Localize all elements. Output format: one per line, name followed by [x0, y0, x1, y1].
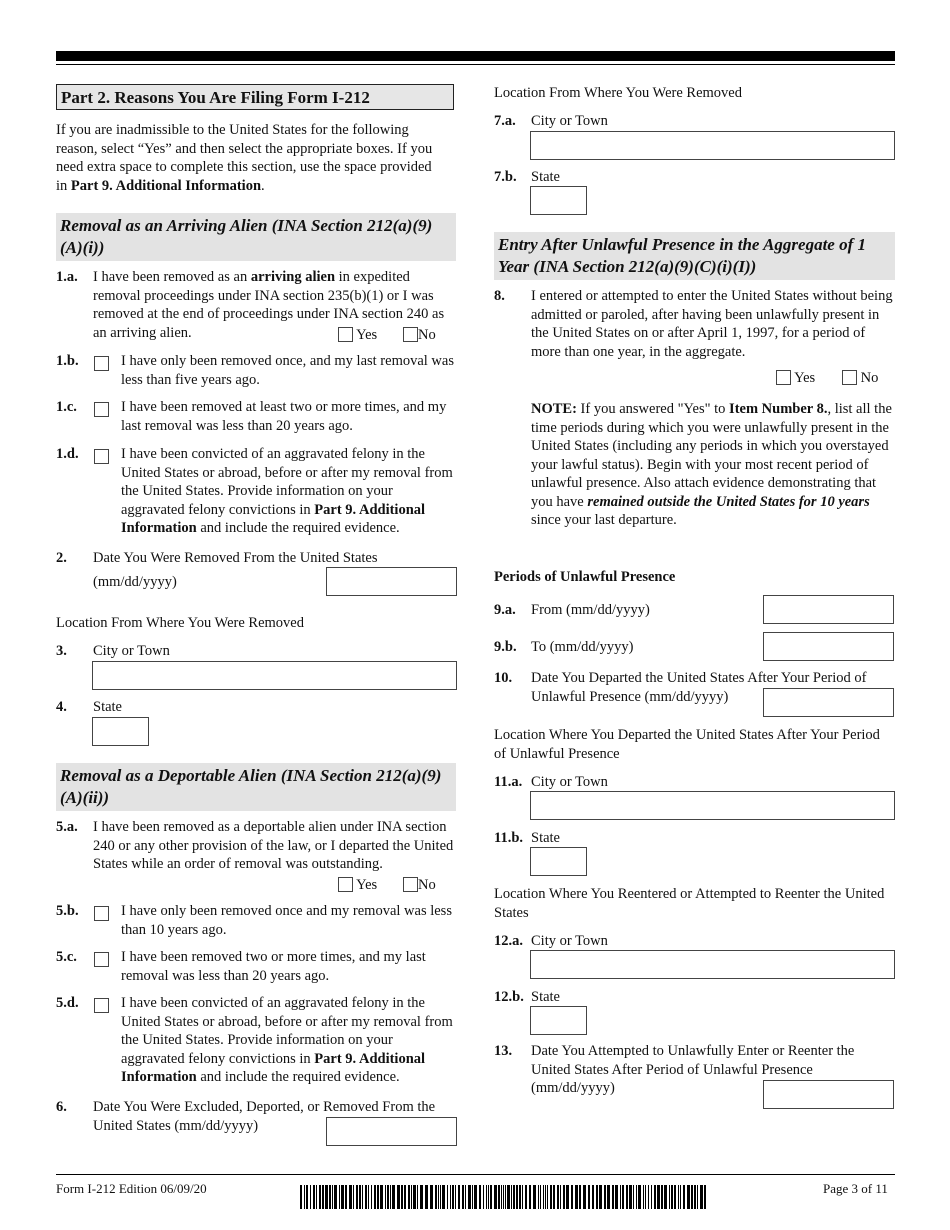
item-number: 8. — [494, 288, 505, 304]
city-input-3[interactable] — [92, 661, 457, 690]
section-arriving-alien-title: Removal as an Arriving Alien (INA Section 212(a)(9)(A)(i)) — [56, 213, 456, 261]
location-label: Location From Where You Were Removed — [56, 615, 304, 631]
part-intro: If you are inadmissible to the United States for the following reason, select “Yes” and then select the appropriate boxes. If you need extra space to complete this section, use the space provided in Part 9. Additional Information. — [56, 122, 433, 194]
item-number: 3. — [56, 643, 67, 659]
item-number: 11.b. — [494, 830, 524, 846]
q1d-checkbox[interactable] — [94, 448, 109, 467]
no-label: No — [418, 327, 436, 343]
question-2-format: (mm/dd/yyyy) — [93, 574, 177, 590]
state-label: State — [531, 830, 560, 846]
city-input-11a[interactable] — [530, 791, 895, 820]
item-number: 1.d. — [56, 446, 79, 462]
no-label: No — [418, 877, 436, 893]
q1a-yes-option[interactable] — [338, 326, 377, 345]
no-checkbox[interactable] — [842, 370, 857, 385]
item-number: 12.a. — [494, 933, 523, 949]
question-5b: I have only been removed once and my removal was less than 10 years ago. — [121, 903, 452, 938]
bottom-rule — [56, 1174, 895, 1175]
date-excluded-input[interactable] — [326, 1117, 457, 1146]
question-5d: I have been convicted of an aggravated felony in the United States or abroad, before or after my removal from the United States. Provide information on your aggravated felony convictions in Part 9. Additional Information and include the required evidence. — [121, 995, 453, 1085]
question-5a: I have been removed as a deportable alien under INA section 240 or any other provision of the law, or I departed the United States while an order of removal was outstanding. — [93, 819, 454, 872]
q1c-checkbox[interactable] — [94, 401, 109, 420]
section-unlawful-presence-title: Entry After Unlawful Presence in the Aggregate of 1 Year (INA Section 212(a)(9)(C)(i)(I)) — [494, 232, 895, 280]
state-input-7b[interactable] — [530, 186, 587, 215]
no-checkbox[interactable] — [403, 877, 418, 892]
question-1c: I have been removed at least two or more times, and my last removal was less than 20 years ago. — [121, 399, 447, 434]
q8-no-option[interactable] — [842, 369, 878, 388]
q5a-no-option[interactable] — [403, 876, 436, 895]
state-label: State — [531, 169, 560, 185]
question-6: Date You Were Excluded, Deported, or Removed From the United States (mm/dd/yyyy) — [93, 1099, 436, 1134]
item-number: 2. — [56, 550, 67, 566]
form-edition: Form I-212 Edition 06/09/20 — [56, 1181, 207, 1196]
city-label: City or Town — [531, 113, 608, 129]
item-number: 1.b. — [56, 353, 79, 369]
item-number: 9.b. — [494, 639, 517, 655]
location-reentered-label: Location Where You Reentered or Attempted to Reenter the United States — [494, 886, 885, 921]
item-number: 13. — [494, 1043, 513, 1059]
city-input-12a[interactable] — [530, 950, 895, 979]
item-number: 7.a. — [494, 113, 516, 129]
question-13: Date You Attempted to Unlawfully Enter or Reenter the United States After Period of Unlawful Presence (mm/dd/yyyy) — [531, 1043, 855, 1096]
state-label: State — [93, 699, 122, 715]
item-number: 6. — [56, 1099, 67, 1115]
item-number: 12.b. — [494, 989, 524, 1005]
item-number: 1.c. — [56, 399, 77, 415]
item-number: 4. — [56, 699, 67, 715]
from-date-input[interactable] — [763, 595, 894, 624]
no-label: No — [860, 370, 879, 386]
item-number: 11.a. — [494, 774, 523, 790]
yes-checkbox[interactable] — [338, 327, 353, 342]
item-number: 5.b. — [56, 903, 79, 919]
item-number: 1.a. — [56, 269, 78, 285]
item-number: 9.a. — [494, 602, 516, 618]
yes-label: Yes — [794, 370, 816, 386]
note-text: NOTE: If you answered "Yes" to Item Number 8., list all the time periods during which you were unlawfully present in the United States (including any periods in which you overstayed your lawful status). Begin with your most recent period of unlawful presence. Also attach evidence demonstrating that you have remained outside the United States for 10 years since your last departure. — [531, 401, 892, 528]
item-number: 7.b. — [494, 169, 517, 185]
city-label: City or Town — [531, 774, 608, 790]
state-input-12b[interactable] — [530, 1006, 587, 1035]
top-thin-rule — [56, 64, 895, 65]
q5c-checkbox[interactable] — [94, 951, 109, 970]
city-label: City or Town — [531, 933, 608, 949]
question-9a: From (mm/dd/yyyy) — [531, 602, 650, 618]
q5b-checkbox[interactable] — [94, 905, 109, 924]
city-label: City or Town — [93, 643, 170, 659]
part-title: Part 2. Reasons You Are Filing Form I-212 — [56, 84, 454, 110]
q8-yes-option[interactable] — [776, 369, 815, 388]
q1b-checkbox[interactable] — [94, 355, 109, 374]
state-input-11b[interactable] — [530, 847, 587, 876]
yes-checkbox[interactable] — [338, 877, 353, 892]
q5d-checkbox[interactable] — [94, 997, 109, 1016]
item-number: 5.a. — [56, 819, 78, 835]
no-checkbox[interactable] — [403, 327, 418, 342]
state-input-4[interactable] — [92, 717, 149, 746]
q5a-yes-option[interactable] — [338, 876, 377, 895]
q1a-no-option[interactable] — [403, 326, 436, 345]
question-8: I entered or attempted to enter the United States without being admitted or paroled, after having been unlawfully present in the United States on or after April 1, 1997, for a period of more than one year, in the aggregate. — [531, 288, 893, 360]
date-attempted-input[interactable] — [763, 1080, 894, 1109]
barcode-image — [300, 1185, 710, 1209]
to-date-input[interactable] — [763, 632, 894, 661]
top-rule — [56, 51, 895, 61]
location-label: Location From Where You Were Removed — [494, 85, 742, 101]
location-departed-label: Location Where You Departed the United States After Your Period of Unlawful Presence — [494, 727, 880, 762]
question-2: Date You Were Removed From the United States — [93, 550, 378, 566]
item-number: 5.d. — [56, 995, 79, 1011]
periods-heading: Periods of Unlawful Presence — [494, 569, 676, 585]
question-1b: I have only been removed once, and my last removal was less than five years ago. — [121, 353, 454, 388]
yes-label: Yes — [356, 327, 378, 343]
city-input-7a[interactable] — [530, 131, 895, 160]
section-deportable-alien-title: Removal as a Deportable Alien (INA Section 212(a)(9)(A)(ii)) — [56, 763, 456, 811]
state-label: State — [531, 989, 560, 1005]
question-5c: I have been removed two or more times, and my last removal was less than 20 years ago. — [121, 949, 426, 984]
item-number: 5.c. — [56, 949, 77, 965]
question-9b: To (mm/dd/yyyy) — [531, 639, 634, 655]
date-departed-input[interactable] — [763, 688, 894, 717]
yes-label: Yes — [356, 877, 378, 893]
page-number: Page 3 of 11 — [823, 1181, 888, 1196]
yes-checkbox[interactable] — [776, 370, 791, 385]
question-1d: I have been convicted of an aggravated felony in the United States or abroad, before or after my removal from the United States. Provide information on your aggravated felony convictions in Part 9. Additional Information and include the required evidence. — [121, 446, 453, 536]
question-1a: I have been removed as an arriving alien in expedited removal proceedings under INA section 235(b)(1) or I was removed at the end of proceedings under INA section 240 as an arriving alien. — [93, 269, 445, 341]
date-removed-input[interactable] — [326, 567, 457, 596]
item-number: 10. — [494, 670, 513, 686]
question-10: Date You Departed the United States After Your Period of Unlawful Presence (mm/dd/yyyy) — [531, 670, 867, 705]
